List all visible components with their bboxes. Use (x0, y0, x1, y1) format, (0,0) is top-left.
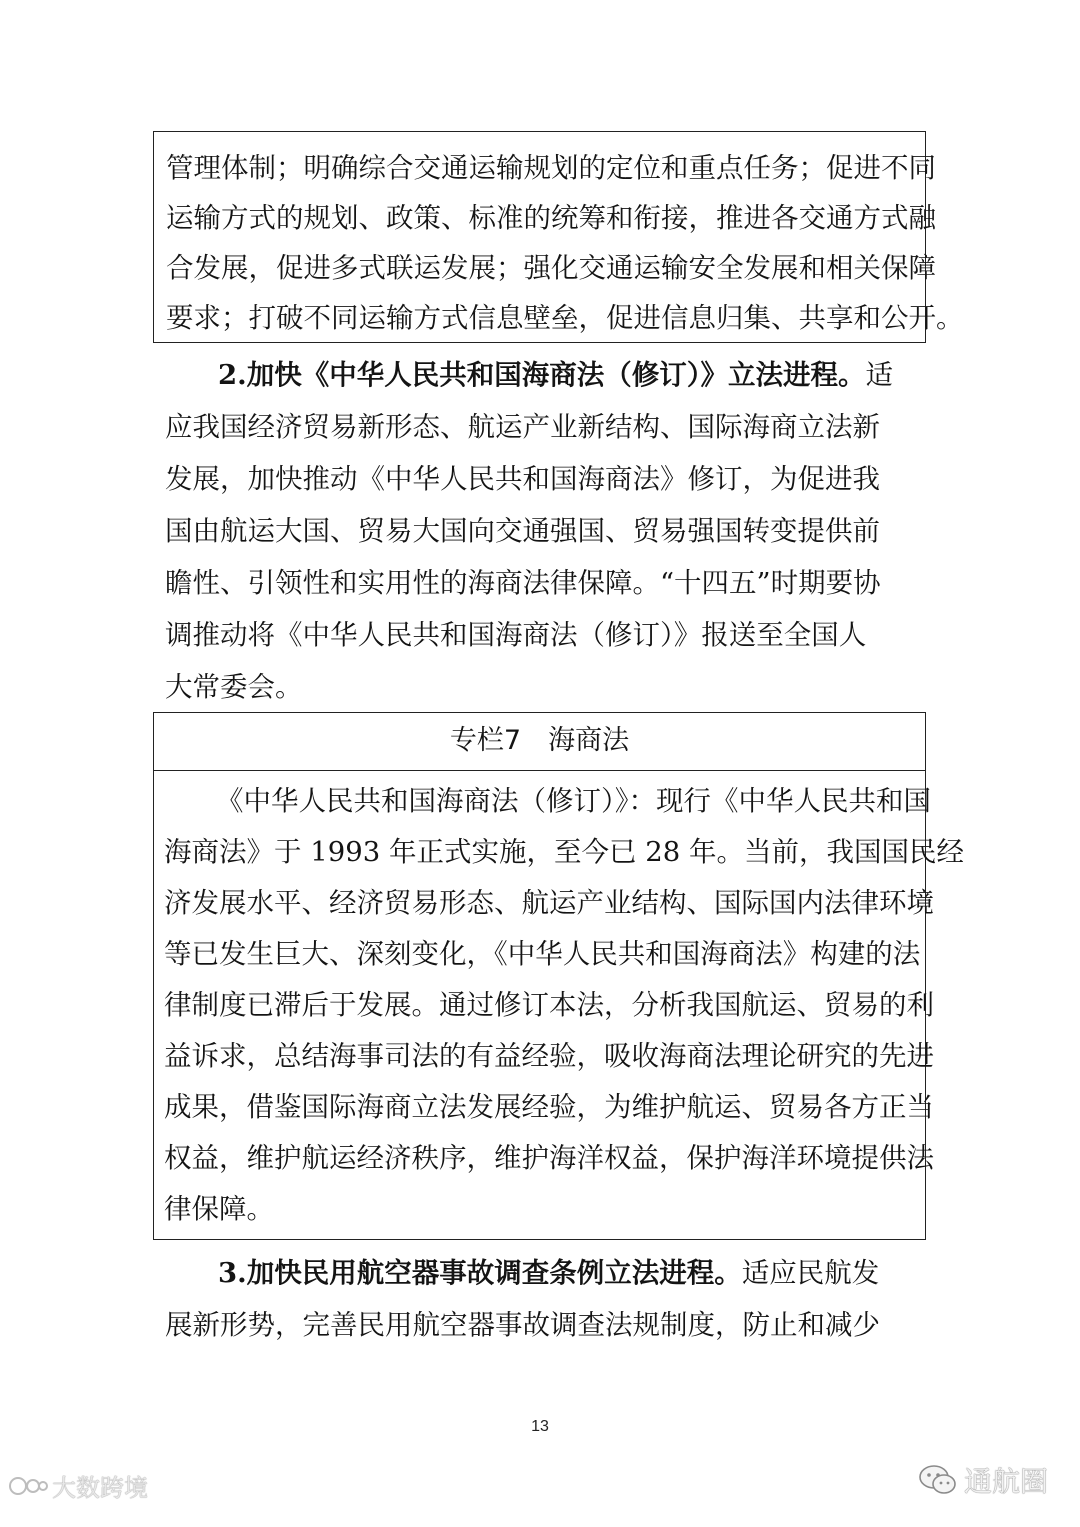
box2-line-5: 律制度已滞后于发展。通过修订本法，分析我国航运、贸易的利 (164, 989, 934, 1021)
section-2-line-2: 应我国经济贸易新形态、航运产业新结构、国际海商立法新 (165, 411, 880, 443)
box2-line-8: 权益，维护航运经济秩序，维护海洋权益，保护海洋环境提供法 (164, 1142, 934, 1174)
section-3-line-2: 展新形势，完善民用航空器事故调查法规制度，防止和减少 (165, 1309, 880, 1341)
section-2-line-4: 国由航运大国、贸易大国向交通强国、贸易强国转变提供前 (165, 515, 880, 547)
section-3-first-line-rest: 适应民航发 (741, 1257, 880, 1289)
page-number: 13 (531, 1418, 549, 1435)
box2-line-6: 益诉求，总结海事司法的有益经验，吸收海商法理论研究的先进 (164, 1040, 934, 1072)
section-2-heading: 2.加快《中华人民共和国海商法（修订）》立法进程。 (218, 359, 866, 391)
brand-logo-icon (8, 1474, 48, 1498)
box2-line-9: 律保障。 (164, 1193, 274, 1225)
box2-line-3: 济发展水平、经济贸易形态、航运产业结构、国际国内法律环境 (164, 887, 934, 919)
box2-line-2: 海商法》于 1993 年正式实施，至今已 28 年。当前，我国国民经 (164, 836, 964, 868)
watermark-left (8, 1468, 148, 1503)
column-box-maritime-law (153, 712, 964, 1240)
watermark-left-text: 大数跨境 (52, 1474, 148, 1502)
section-2-line-6: 调推动将《中华人民共和国海商法（修订）》报送至全国人 (165, 619, 867, 651)
text-box-continued (153, 131, 964, 343)
box2-line-4: 等已发生巨大、深刻变化，《中华人民共和国海商法》构建的法 (164, 938, 921, 970)
section-2-line-7: 大常委会。 (165, 671, 303, 703)
section-2-first-line (218, 355, 893, 395)
box1-line-1: 管理体制；明确综合交通运输规划的定位和重点任务；促进不同 (166, 152, 936, 184)
box1-line-3: 合发展，促进多式联运发展；强化交通运输安全发展和相关保障 (166, 252, 936, 284)
box2-line-1: 《中华人民共和国海商法（修订）》：现行《中华人民共和国 (216, 785, 931, 817)
section-2-first-line-rest: 适 (865, 359, 893, 391)
section-2-line-5: 瞻性、引领性和实用性的海商法律保障。“十四五”时期要协 (165, 567, 881, 599)
column-box-divider (154, 770, 925, 771)
watermark-right (918, 1460, 1048, 1500)
box1-line-2: 运输方式的规划、政策、标准的统筹和衔接，推进各交通方式融 (166, 202, 936, 234)
column-box-title: 专栏7 海商法 (449, 725, 630, 756)
box1-line-4: 要求；打破不同运输方式信息壁垒，促进信息归集、共享和公开。 (166, 302, 964, 334)
section-2-line-3: 发展，加快推动《中华人民共和国海商法》修订，为促进我 (165, 463, 880, 495)
wechat-icon (918, 1463, 958, 1497)
box2-line-7: 成果，借鉴国际海商立法发展经验，为维护航运、贸易各方正当 (164, 1091, 934, 1123)
watermark-right-text: 通航圈 (964, 1465, 1049, 1498)
section-3-heading: 3.加快民用航空器事故调查条例立法进程。 (218, 1257, 742, 1289)
section-3-first-line (218, 1253, 879, 1293)
